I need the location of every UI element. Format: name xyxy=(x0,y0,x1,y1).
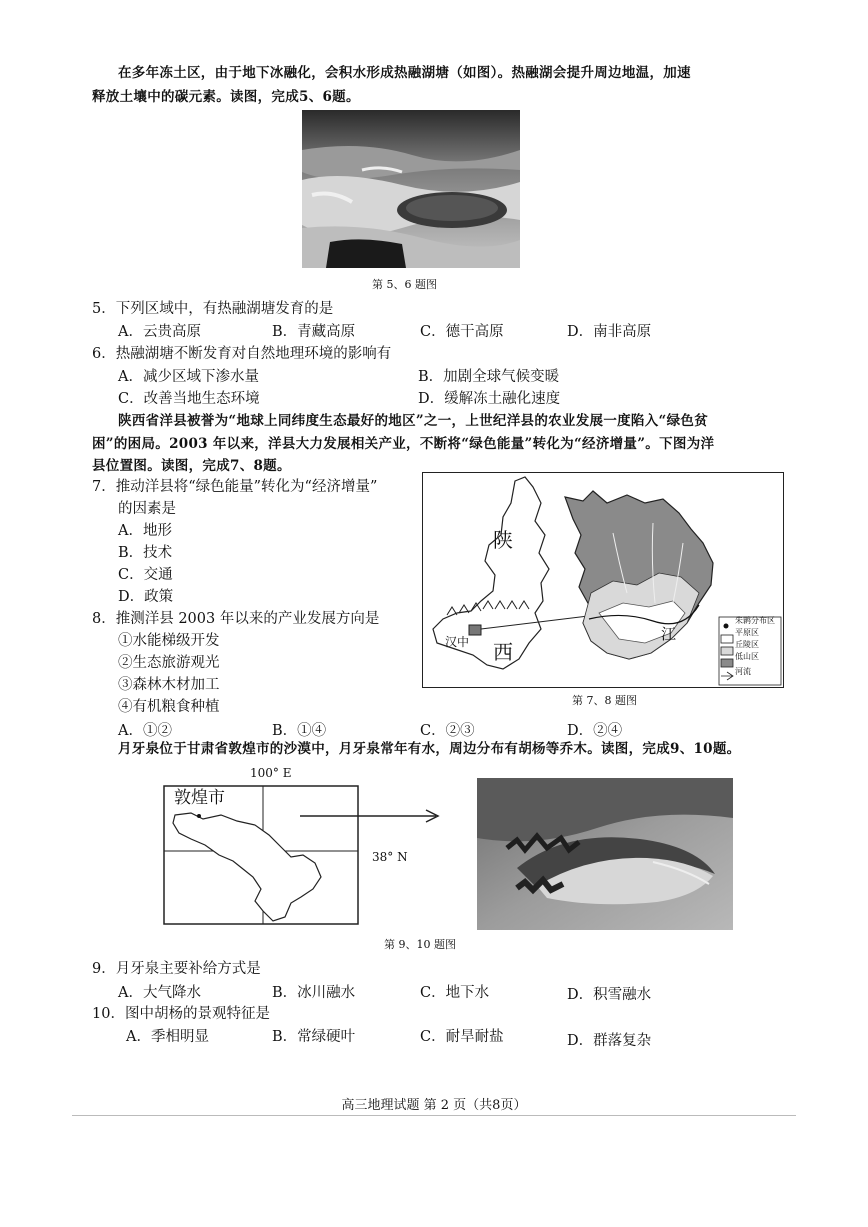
figure-9-10-caption: 第 9、10 题图 xyxy=(384,938,456,951)
q10-option-a[interactable]: A．季相明显 xyxy=(126,1029,209,1045)
latitude-label: 38° N xyxy=(372,850,408,864)
q6-option-c[interactable]: C．改善当地生态环境 xyxy=(118,391,260,407)
q5-option-a[interactable]: A．云贵高原 xyxy=(118,324,201,340)
intro-5-6-line1: 在多年冻土区，由于地下冰融化，会积水形成热融湖塘（如图）。热融湖会提升周边地温，加速 xyxy=(118,65,691,81)
intro-7-8-line2: 困”的困局。2003 年以来，洋县大力发展相关产业，不断将“绿色能量”转化为“经济增量”。下图为洋 xyxy=(92,436,715,452)
q8-item-1: ①水能梯级开发 xyxy=(118,633,220,649)
q5-option-b[interactable]: B．青藏高原 xyxy=(272,324,356,340)
q7-option-d[interactable]: D．政策 xyxy=(118,589,174,605)
q6-option-a[interactable]: A．减少区域下渗水量 xyxy=(118,369,259,385)
q9-option-a[interactable]: A．大气降水 xyxy=(118,985,201,1001)
q8-option-d[interactable]: D．②④ xyxy=(567,723,623,739)
yang-county-location-map xyxy=(422,472,784,688)
q5-option-d[interactable]: D．南非高原 xyxy=(567,324,652,340)
q5-option-c[interactable]: C．德干高原 xyxy=(420,324,504,340)
question-8-stem: 8．推测洋县 2003 年以来的产业发展方向是 xyxy=(92,611,380,627)
map-label-jiang: 江 xyxy=(661,625,677,643)
q6-option-b[interactable]: B．加剧全球气候变暖 xyxy=(418,369,560,385)
q7-option-c[interactable]: C．交通 xyxy=(118,567,173,583)
q8-item-3: ③森林木材加工 xyxy=(118,677,220,693)
footer-divider xyxy=(72,1115,796,1116)
question-6-stem: 6．热融湖塘不断发育对自然地理环境的影响有 xyxy=(92,346,392,362)
question-9-stem: 9．月牙泉主要补给方式是 xyxy=(92,961,261,977)
q8-option-a[interactable]: A．①② xyxy=(118,723,172,739)
map-label-xi: 西 xyxy=(493,640,513,664)
question-7-stem-line1: 7．推动洋县将“绿色能量”转化为“经济增量” xyxy=(92,479,378,495)
dunhuang-dot xyxy=(197,814,201,818)
q8-option-b[interactable]: B．①④ xyxy=(272,723,327,739)
legend-plain: 平原区 xyxy=(735,628,759,637)
q8-item-4: ④有机粮食种植 xyxy=(118,699,220,715)
q9-option-b[interactable]: B．冰川融水 xyxy=(272,985,356,1001)
q6-option-d[interactable]: D．缓解冻土融化速度 xyxy=(418,391,561,407)
map-label-shaan: 陕 xyxy=(493,528,513,552)
q7-option-b[interactable]: B．技术 xyxy=(118,545,173,561)
crescent-spring-photo xyxy=(477,778,733,930)
q10-option-b[interactable]: B．常绿硬叶 xyxy=(272,1029,356,1045)
pointer-arrow xyxy=(300,806,442,826)
question-7-stem-line2: 的因素是 xyxy=(118,501,176,517)
q9-option-d[interactable]: D．积雪融水 xyxy=(567,987,652,1003)
longitude-label: 100° E xyxy=(250,766,292,780)
intro-5-6-line2: 释放土壤中的碳元素。读图，完成5、6题。 xyxy=(92,89,360,105)
yang-county-marker xyxy=(469,625,481,635)
page-footer: 高三地理试题 第 2 页（共8页） xyxy=(341,1098,527,1113)
map-label-hanzhong: 汉中 xyxy=(445,635,470,649)
question-5-stem: 5．下列区域中，有热融湖塘发育的是 xyxy=(92,301,334,317)
thermokarst-lake-photo xyxy=(302,110,520,268)
dunhuang-label: 敦煌市 xyxy=(174,788,225,808)
intro-9-10: 月牙泉位于甘肃省敦煌市的沙漠中，月牙泉常年有水，周边分布有胡杨等乔木。读图，完成9、10题。 xyxy=(118,741,741,757)
figure-7-8-caption: 第 7、8 题图 xyxy=(572,694,637,707)
legend-ibis: 朱鹮分布区 xyxy=(735,616,775,625)
q10-option-d[interactable]: D．群落复杂 xyxy=(567,1033,652,1049)
q8-item-2: ②生态旅游观光 xyxy=(118,655,220,671)
intro-7-8-line1: 陕西省洋县被誉为“地球上同纬度生态最好的地区”之一，上世纪洋县的农业发展一度陷入“绿色贫 xyxy=(118,413,708,429)
q9-option-c[interactable]: C．地下水 xyxy=(420,985,490,1001)
q10-option-c[interactable]: C．耐旱耐盐 xyxy=(420,1029,504,1045)
q7-option-a[interactable]: A．地形 xyxy=(118,523,172,539)
question-10-stem: 10．图中胡杨的景观特征是 xyxy=(92,1006,270,1022)
legend-lowmountain: 低山区 xyxy=(735,652,759,661)
intro-7-8-line3: 县位置图。读图，完成7、8题。 xyxy=(92,458,291,474)
legend-hill: 丘陵区 xyxy=(735,640,759,649)
legend-river: 河流 xyxy=(735,667,751,676)
q8-option-c[interactable]: C．②③ xyxy=(420,723,475,739)
figure-5-6-caption: 第 5、6 题图 xyxy=(372,278,437,291)
